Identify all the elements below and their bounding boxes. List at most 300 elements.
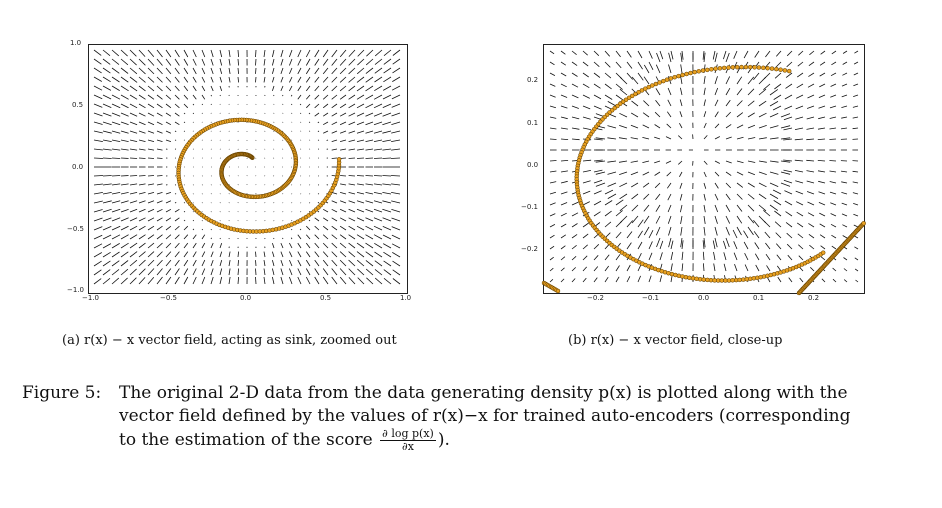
vector-arrow [193, 212, 194, 213]
vector-arrow [332, 77, 337, 82]
vector-arrow [121, 226, 129, 230]
vector-arrow [238, 252, 239, 257]
vector-arrow [375, 252, 383, 257]
vector-arrow [748, 194, 754, 199]
vector-arrow [184, 86, 188, 91]
vector-arrow [616, 277, 619, 282]
vector-arrow [820, 235, 825, 238]
data-point [702, 278, 706, 282]
vector-arrow [680, 183, 682, 189]
vector-arrow [572, 106, 579, 109]
plot-a-xtick: −1.0 [82, 294, 99, 302]
vector-arrow [776, 233, 781, 238]
vector-arrow [121, 77, 128, 82]
vector-arrow [289, 252, 292, 257]
vector-arrow [384, 270, 391, 275]
vector-arrow [366, 131, 374, 133]
vector-arrow [130, 68, 137, 74]
vector-arrow [744, 242, 748, 249]
vector-arrow [139, 140, 146, 142]
vector-arrow [605, 255, 609, 260]
vector-arrow [382, 131, 391, 133]
vector-arrow [808, 84, 814, 87]
data-point [697, 69, 701, 73]
vector-arrow [745, 253, 748, 260]
vector-arrow [715, 124, 719, 128]
vector-arrow [349, 218, 355, 221]
data-point [753, 65, 757, 69]
vector-arrow [798, 234, 803, 238]
vector-arrow [298, 95, 301, 99]
vector-arrow [608, 194, 616, 199]
vector-arrow [202, 50, 205, 57]
vector-arrow [644, 205, 649, 211]
vector-arrow [211, 277, 213, 284]
vector-arrow [211, 59, 213, 66]
vector-arrow [202, 260, 205, 266]
vector-arrow [103, 68, 110, 73]
vector-arrow [383, 226, 391, 230]
vector-arrow [211, 260, 213, 266]
vector-arrow [619, 172, 627, 175]
vector-arrow [139, 113, 146, 116]
vector-arrow [366, 192, 374, 194]
vector-arrow [642, 161, 649, 163]
data-point [689, 71, 693, 75]
vector-arrow [289, 86, 292, 91]
vector-arrow [391, 192, 400, 194]
vector-arrow [357, 269, 364, 275]
vector-arrow [157, 95, 163, 99]
vector-arrow [175, 209, 179, 212]
data-point [658, 81, 662, 85]
vector-arrow [596, 183, 605, 186]
vector-arrow [627, 62, 632, 69]
vector-arrow [561, 246, 565, 249]
vector-arrow [306, 277, 310, 284]
vector-arrow [340, 218, 346, 221]
vector-arrow [375, 59, 382, 65]
vector-arrow [726, 137, 732, 139]
vector-arrow [829, 139, 836, 140]
plot-a-ytick: 1.0 [70, 39, 82, 47]
vector-arrow [175, 131, 176, 132]
vector-arrow [272, 59, 274, 66]
vector-arrow [332, 131, 337, 133]
vector-arrow [238, 59, 239, 66]
vector-arrow [264, 252, 265, 257]
vector-arrow [112, 184, 120, 185]
vector-arrow [830, 128, 837, 129]
vector-arrow [667, 172, 671, 176]
vector-arrow [211, 243, 213, 248]
vector-arrow [608, 126, 617, 128]
vector-arrow [784, 191, 792, 194]
vector-arrow [681, 216, 682, 224]
vector-arrow [374, 192, 382, 194]
vector-arrow [349, 68, 355, 74]
vector-arrow [357, 184, 364, 185]
vector-arrow [121, 122, 129, 125]
vector-arrow [374, 201, 382, 203]
vector-arrow [139, 226, 146, 230]
vector-arrow [550, 246, 554, 249]
vector-arrow [841, 106, 847, 108]
vector-arrow [374, 158, 382, 159]
vector-arrow [855, 269, 858, 271]
vector-arrow [332, 113, 337, 116]
vector-arrow [340, 269, 346, 276]
vector-arrow [809, 62, 814, 66]
vector-arrow [820, 62, 825, 65]
vector-arrow [229, 50, 230, 57]
vector-arrow [583, 106, 590, 109]
vector-arrow [605, 51, 610, 56]
plot-b-frame [543, 44, 865, 294]
vector-arrow [272, 252, 274, 257]
vector-arrow [166, 77, 171, 82]
vector-arrow [744, 231, 749, 238]
vector-arrow [703, 252, 704, 260]
vector-arrow [392, 95, 400, 99]
vector-arrow [166, 269, 171, 276]
vector-arrow [175, 59, 179, 66]
vector-arrow [668, 88, 671, 95]
vector-arrow [211, 229, 212, 230]
vector-arrow [853, 128, 858, 129]
vector-arrow [349, 243, 355, 248]
plot-b-xtick: −0.2 [587, 294, 604, 302]
vector-arrow [112, 226, 120, 230]
data-point [862, 221, 866, 225]
vector-arrow [383, 252, 391, 257]
vector-arrow [272, 86, 274, 91]
vector-arrow [807, 192, 814, 195]
vector-arrow [726, 216, 730, 224]
vector-arrow [594, 84, 601, 88]
vector-arrow [157, 122, 163, 125]
vector-arrow [366, 209, 374, 212]
vector-arrow [632, 216, 638, 223]
vector-arrow [332, 209, 337, 212]
vector-arrow [855, 258, 858, 260]
vector-arrow [669, 65, 672, 74]
vector-arrow [340, 252, 346, 257]
vector-arrow [631, 125, 638, 128]
vector-arrow [358, 50, 364, 56]
vector-arrow [94, 176, 103, 177]
vector-arrow [166, 201, 171, 203]
vector-arrow [550, 62, 555, 65]
vector-arrow [121, 68, 128, 74]
vector-arrow [193, 243, 196, 248]
vector-arrow [103, 235, 111, 239]
vector-arrow [103, 158, 112, 159]
vector-arrow [644, 216, 649, 223]
vector-arrow [668, 194, 671, 200]
vector-arrow [818, 181, 825, 183]
vector-arrow [572, 73, 578, 77]
vector-arrow [157, 59, 163, 66]
vector-arrow [715, 172, 719, 176]
vector-arrow [764, 221, 770, 227]
vector-arrow [323, 252, 328, 257]
plot-a-vector-field [89, 45, 407, 293]
vector-arrow [781, 183, 790, 186]
vector-arrow [393, 270, 400, 275]
vector-arrow [121, 218, 129, 221]
vector-arrow [391, 201, 400, 203]
vector-arrow [748, 113, 755, 117]
vector-arrow [121, 113, 129, 116]
vector-arrow [392, 252, 400, 257]
vector-arrow [94, 270, 101, 275]
vector-arrow [798, 62, 803, 66]
vector-arrow [315, 113, 319, 116]
vector-arrow [193, 260, 196, 266]
vector-arrow [272, 277, 274, 284]
vector-arrow [349, 113, 355, 116]
vector-arrow [822, 279, 825, 282]
vector-arrow [357, 226, 364, 230]
vector-arrow [166, 122, 171, 125]
vector-arrow [853, 106, 858, 107]
vector-arrow [112, 201, 120, 203]
vector-arrow [211, 77, 213, 82]
vector-arrow [737, 216, 742, 223]
vector-arrow [724, 252, 726, 260]
vector-arrow [382, 122, 391, 125]
vector-arrow [366, 95, 374, 99]
vector-arrow [315, 77, 319, 82]
vector-arrow [786, 222, 792, 227]
vector-arrow [704, 161, 707, 165]
vector-arrow [631, 161, 638, 162]
vector-arrow [796, 95, 803, 98]
vector-arrow [281, 50, 283, 57]
vector-arrow [765, 232, 770, 238]
vector-arrow [229, 277, 230, 284]
vector-arrow [121, 243, 129, 248]
vector-arrow [807, 128, 815, 129]
vector-arrow [184, 260, 188, 266]
vector-arrow [619, 125, 627, 128]
vector-arrow [94, 113, 103, 116]
vector-arrow [632, 77, 638, 84]
vector-arrow [306, 77, 310, 82]
vector-arrow [148, 122, 154, 125]
vector-arrow [821, 246, 825, 249]
data-point [685, 72, 689, 76]
vector-arrow [724, 264, 726, 271]
vector-arrow [786, 84, 793, 88]
plot-b-xtick: 0.0 [698, 294, 710, 302]
vector-arrow [806, 160, 814, 161]
vector-arrow [157, 209, 163, 212]
vector-arrow [795, 117, 803, 119]
vector-arrow [596, 172, 605, 174]
vector-arrow [714, 264, 715, 272]
vector-arrow [256, 59, 257, 66]
vector-arrow [309, 122, 310, 123]
vector-arrow [340, 50, 346, 57]
vector-arrow [193, 235, 196, 239]
vector-arrow [148, 192, 154, 194]
vector-arrow [759, 194, 766, 199]
vector-arrow [608, 183, 616, 187]
vector-arrow [561, 106, 567, 108]
vector-arrow [392, 113, 401, 116]
vector-arrow [349, 260, 355, 266]
vector-arrow [148, 252, 154, 257]
vector-arrow [238, 50, 239, 57]
vector-arrow [366, 184, 374, 185]
vector-arrow [660, 241, 663, 249]
vector-arrow [112, 104, 120, 108]
vector-arrow [323, 113, 328, 116]
vector-arrow [703, 263, 704, 271]
vector-arrow [797, 84, 803, 88]
vector-arrow [550, 214, 555, 216]
vector-arrow [715, 76, 718, 84]
vector-arrow [238, 269, 239, 276]
vector-arrow [654, 137, 660, 139]
vector-arrow [166, 59, 171, 66]
vector-arrow [289, 243, 292, 248]
vector-arrow [264, 77, 265, 82]
vector-arrow [366, 59, 373, 65]
vector-arrow [112, 278, 119, 284]
data-point [693, 70, 697, 74]
vector-arrow [830, 117, 836, 119]
vector-arrow [669, 238, 671, 247]
vector-arrow [157, 158, 163, 159]
vector-arrow [594, 160, 603, 161]
vector-arrow [298, 252, 301, 257]
vector-arrow [704, 88, 705, 95]
vector-arrow [821, 51, 825, 54]
vector-arrow [649, 62, 653, 70]
vector-arrow [349, 59, 355, 65]
vector-arrow [785, 201, 792, 205]
vector-arrow [391, 131, 400, 133]
vector-arrow [375, 269, 382, 275]
vector-arrow [561, 181, 568, 183]
vector-arrow [608, 101, 616, 106]
vector-arrow [770, 172, 778, 174]
vector-arrow [795, 170, 803, 172]
vector-arrow [103, 113, 111, 116]
vector-arrow [561, 139, 568, 140]
vector-arrow [748, 183, 755, 187]
vector-arrow [103, 201, 112, 203]
vector-arrow [193, 104, 194, 105]
vector-arrow [797, 223, 803, 227]
vector-arrow [374, 122, 382, 125]
data-point [748, 65, 752, 69]
vector-arrow [748, 227, 754, 235]
vector-arrow [594, 278, 597, 282]
vector-arrow [550, 139, 557, 140]
vector-arrow [94, 279, 101, 284]
vector-arrow [384, 50, 391, 56]
data-point [695, 277, 699, 281]
vector-arrow [357, 252, 364, 257]
vector-arrow [583, 128, 591, 130]
vector-arrow [787, 62, 792, 67]
vector-arrow [627, 265, 630, 271]
vector-arrow [382, 192, 391, 194]
vector-arrow [366, 235, 374, 239]
vector-arrow [807, 181, 814, 183]
vector-arrow [789, 278, 792, 282]
vector-arrow [94, 261, 102, 266]
vector-arrow [854, 51, 858, 53]
vector-arrow [393, 279, 400, 285]
vector-arrow [289, 77, 292, 82]
vector-arrow [238, 277, 239, 284]
vector-arrow [375, 68, 382, 73]
plot-a-frame [88, 44, 408, 294]
vector-arrow [272, 68, 274, 74]
vector-arrow [679, 123, 682, 128]
vector-arrow [550, 279, 553, 282]
vector-arrow [175, 226, 179, 230]
vector-arrow [374, 86, 382, 91]
vector-arrow [175, 113, 179, 116]
vector-arrow [643, 101, 649, 106]
vector-arrow [318, 211, 319, 212]
vector-arrow [94, 158, 103, 159]
vector-arrow [715, 238, 717, 247]
vector-arrow [281, 77, 283, 82]
vector-arrow [844, 280, 847, 282]
vector-arrow [103, 209, 112, 212]
vector-arrow [715, 205, 718, 212]
vector-arrow [809, 245, 814, 249]
vector-arrow [594, 51, 599, 56]
vector-arrow [238, 260, 239, 266]
vector-arrow [121, 104, 129, 108]
vector-arrow [340, 59, 346, 66]
vector-arrow [349, 269, 355, 275]
vector-arrow [391, 176, 400, 177]
vector-arrow [393, 68, 401, 73]
vector-arrow [649, 276, 651, 282]
vector-arrow [583, 73, 589, 77]
vector-arrow [103, 59, 110, 64]
vector-arrow [668, 205, 671, 212]
vector-arrow [561, 213, 567, 216]
vector-arrow [785, 95, 792, 99]
vector-arrow [332, 86, 337, 91]
vector-arrow [660, 275, 662, 282]
vector-arrow [572, 51, 577, 55]
vector-arrow [184, 252, 188, 257]
vector-arrow [349, 104, 355, 108]
data-point [705, 68, 709, 72]
data-point [731, 65, 735, 69]
vector-arrow [561, 224, 566, 227]
vector-arrow [807, 117, 814, 119]
vector-arrow [357, 122, 364, 125]
plot-a-ytick: 0.5 [72, 101, 84, 109]
vector-arrow [340, 86, 346, 91]
vector-arrow [831, 235, 836, 238]
vector-arrow [323, 226, 328, 230]
vector-arrow [349, 226, 355, 230]
vector-arrow [374, 131, 382, 133]
